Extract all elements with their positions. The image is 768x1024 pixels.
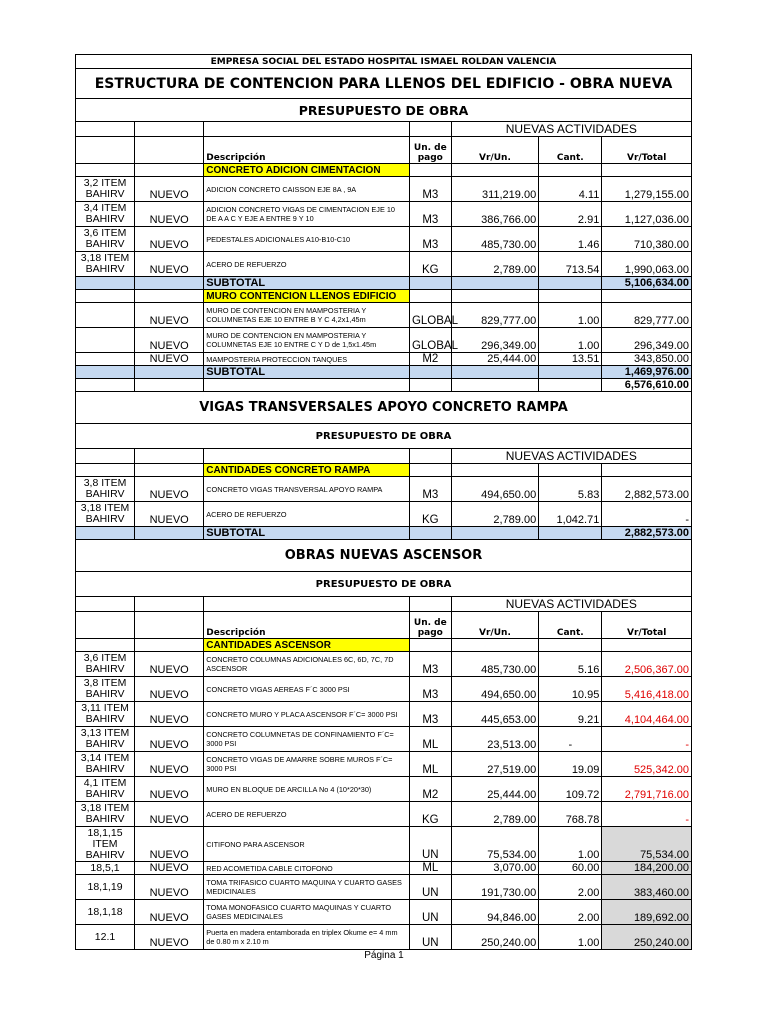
tipo-cell: NUEVO: [135, 702, 204, 727]
tipo-cell: NUEVO: [135, 777, 204, 802]
nuevas-actividades-label: NUEVAS ACTIVIDADES: [451, 122, 691, 137]
cant-cell: 1,042.71: [539, 502, 602, 527]
vrun-cell: 296,349.00: [451, 328, 539, 353]
unit-cell: UN: [409, 875, 451, 900]
table-row: [76, 303, 692, 328]
total-cell: 383,460.00: [602, 875, 692, 900]
presupuesto-title: PRESUPUESTO DE OBRA: [76, 424, 692, 449]
budget-table: [75, 54, 692, 950]
table-row: [76, 925, 692, 950]
desc-cell: CONCRETO COLUMNETAS DE CONFINAMIENTO F´C= 3000 PSI: [204, 727, 410, 752]
item-code: 4,1 ITEM BAHIRV: [76, 777, 135, 802]
subtotal-value: 2,882,573.00: [602, 527, 692, 540]
total-cell: 296,349.00: [602, 328, 692, 353]
subtotal-label: SUBTOTAL: [204, 366, 410, 379]
tipo-cell: NUEVO: [135, 827, 204, 862]
unit-cell: KG: [409, 252, 451, 277]
unit-cell: ML: [409, 727, 451, 752]
section-label: MURO CONTENCION LLENOS EDIFICIO: [204, 290, 410, 303]
item-code: 12.1: [76, 925, 135, 950]
unit-cell: M3: [409, 677, 451, 702]
table-row: [76, 702, 692, 727]
total-cell: 250,240.00: [602, 925, 692, 950]
total-cell: 525,342.00: [602, 752, 692, 777]
desc-cell: ACERO DE REFUERZO: [204, 802, 410, 827]
vrun-cell: 2,789.00: [451, 802, 539, 827]
unit-cell: UN: [409, 900, 451, 925]
total-cell: 343,850.00: [602, 353, 692, 366]
cant-cell: 13.51: [539, 353, 602, 366]
item-code: 3,18 ITEM BAHIRV: [76, 502, 135, 527]
desc-cell: MURO DE CONTENCION EN MAMPOSTERIA Y COLUMNETAS EJE 10 ENTRE C Y D de 1,5x1.45m: [204, 328, 410, 353]
desc-cell: CONCRETO MURO Y PLACA ASCENSOR F´C= 3000 PSI: [204, 702, 410, 727]
item-code: 3,6 ITEM BAHIRV: [76, 652, 135, 677]
col-header-descripcion: Descripción: [204, 612, 410, 639]
section-label: CANTIDADES CONCRETO RAMPA: [204, 464, 410, 477]
cant-cell: 9.21: [539, 702, 602, 727]
unit-cell: UN: [409, 925, 451, 950]
table-row: [76, 353, 692, 366]
item-code: 3,8 ITEM BAHIRV: [76, 477, 135, 502]
tipo-cell: NUEVO: [135, 862, 204, 875]
tipo-cell: NUEVO: [135, 925, 204, 950]
total-cell: 829,777.00: [602, 303, 692, 328]
tipo-cell: NUEVO: [135, 177, 204, 202]
unit-cell: UN: [409, 827, 451, 862]
desc-cell: ADICION CONCRETO VIGAS DE CIMENTACION EJE 10 DE A A C Y EJE A ENTRE 9 Y 10: [204, 202, 410, 227]
col-header-vrtotal: Vr/Total: [602, 137, 692, 164]
tipo-cell: NUEVO: [135, 652, 204, 677]
total-cell: 4,104,464.00: [602, 702, 692, 727]
ascensor-title: OBRAS NUEVAS ASCENSOR: [76, 540, 692, 572]
col-header-un: Un. de pago: [409, 612, 451, 639]
cant-cell: 2.00: [539, 900, 602, 925]
vrun-cell: 250,240.00: [451, 925, 539, 950]
cant-cell: 109.72: [539, 777, 602, 802]
unit-cell: ML: [409, 862, 451, 875]
desc-cell: TOMA TRIFASICO CUARTO MAQUINA Y CUARTO GASES MEDICINALES: [204, 875, 410, 900]
col-header-vrun: Vr/Un.: [451, 612, 539, 639]
tipo-cell: NUEVO: [135, 252, 204, 277]
cant-cell: 60.00: [539, 862, 602, 875]
desc-cell: MAMPOSTERIA PROTECCION TANQUES: [204, 353, 410, 366]
desc-cell: CONCRETO VIGAS AEREAS F´C 3000 PSI: [204, 677, 410, 702]
item-code: 3,13 ITEM BAHIRV: [76, 727, 135, 752]
vrun-cell: 485,730.00: [451, 227, 539, 252]
table-row: [76, 328, 692, 353]
table-row: [76, 900, 692, 925]
vrun-cell: 23,513.00: [451, 727, 539, 752]
total-cell: 1,990,063.00: [602, 252, 692, 277]
desc-cell: ACERO DE REFUERZO: [204, 502, 410, 527]
vrun-cell: 2,789.00: [451, 502, 539, 527]
table-row: [76, 677, 692, 702]
table-row: [76, 502, 692, 527]
tipo-cell: NUEVO: [135, 502, 204, 527]
desc-cell: CONCRETO COLUMNAS ADICIONALES 6C, 6D, 7C, 7D ASCENSOR: [204, 652, 410, 677]
total-cell: 75,534.00: [602, 827, 692, 862]
desc-cell: ADICION CONCRETO CAISSON EJE 8A , 9A: [204, 177, 410, 202]
desc-cell: CONCRETO VIGAS DE AMARRE SOBRE MUROS F´C= 3000 PSI: [204, 752, 410, 777]
cant-cell: 768.78: [539, 802, 602, 827]
tipo-cell: NUEVO: [135, 477, 204, 502]
presupuesto-title: PRESUPUESTO DE OBRA: [76, 572, 692, 597]
tipo-cell: NUEVO: [135, 802, 204, 827]
vrun-cell: 75,534.00: [451, 827, 539, 862]
cant-cell: 10.95: [539, 677, 602, 702]
desc-cell: MURO EN BLOQUE DE ARCILLA No 4 (10*20*30): [204, 777, 410, 802]
tipo-cell: NUEVO: [135, 752, 204, 777]
table-row: [76, 777, 692, 802]
desc-cell: TOMA MONOFASICO CUARTO MAQUINAS Y CUARTO GASES MEDICINALES: [204, 900, 410, 925]
item-code: 3,4 ITEM BAHIRV: [76, 202, 135, 227]
cant-cell: 1.46: [539, 227, 602, 252]
tipo-cell: NUEVO: [135, 328, 204, 353]
item-code: 3,8 ITEM BAHIRV: [76, 677, 135, 702]
tipo-cell: NUEVO: [135, 303, 204, 328]
total-cell: 184,200.00: [602, 862, 692, 875]
total-cell: 2,506,367.00: [602, 652, 692, 677]
table-row: [76, 477, 692, 502]
unit-cell: ML: [409, 752, 451, 777]
cant-cell: 19.09: [539, 752, 602, 777]
table-row: [76, 177, 692, 202]
vrun-cell: 494,650.00: [451, 477, 539, 502]
item-code: 18,1,19: [76, 875, 135, 900]
budget-sheet: [75, 54, 692, 950]
table-row: [76, 862, 692, 875]
unit-cell: M3: [409, 477, 451, 502]
unit-cell: M2: [409, 353, 451, 366]
cant-cell: 2.91: [539, 202, 602, 227]
cant-cell: 1.00: [539, 827, 602, 862]
total-cell: 710,380.00: [602, 227, 692, 252]
vrun-cell: 27,519.00: [451, 752, 539, 777]
item-code: 3,14 ITEM BAHIRV: [76, 752, 135, 777]
unit-cell: GLOBAL: [409, 328, 451, 353]
item-code: 18,1,15 ITEM BAHIRV: [76, 827, 135, 862]
cant-cell: 2.00: [539, 875, 602, 900]
table-row: [76, 875, 692, 900]
cant-cell: 1.00: [539, 328, 602, 353]
vrun-cell: 94,846.00: [451, 900, 539, 925]
item-code: 3,2 ITEM BAHIRV: [76, 177, 135, 202]
table-row: [76, 752, 692, 777]
subtotal-value: 5,106,634.00: [602, 277, 692, 290]
subtotal-label: SUBTOTAL: [204, 277, 410, 290]
total-cell: 2,791,716.00: [602, 777, 692, 802]
tipo-cell: NUEVO: [135, 900, 204, 925]
item-code: 3,18 ITEM BAHIRV: [76, 252, 135, 277]
unit-cell: M3: [409, 177, 451, 202]
desc-cell: Puerta en madera entamborada en triplex Okume e= 4 mm de 0.80 m x 2.10 m: [204, 925, 410, 950]
total-cell: 1,127,036.00: [602, 202, 692, 227]
table-row: [76, 652, 692, 677]
item-code: 18,5,1: [76, 862, 135, 875]
unit-cell: M3: [409, 202, 451, 227]
cant-cell: 1.00: [539, 303, 602, 328]
table-row: [76, 202, 692, 227]
grand-total-value: 6,576,610.00: [602, 379, 692, 392]
col-header-cant: Cant.: [539, 612, 602, 639]
col-header-cant: Cant.: [539, 137, 602, 164]
total-cell: 5,416,418.00: [602, 677, 692, 702]
vrun-cell: 445,653.00: [451, 702, 539, 727]
tipo-cell: NUEVO: [135, 677, 204, 702]
unit-cell: KG: [409, 502, 451, 527]
cant-cell: 5.83: [539, 477, 602, 502]
tipo-cell: NUEVO: [135, 875, 204, 900]
vrun-cell: 3,070.00: [451, 862, 539, 875]
unit-cell: M3: [409, 652, 451, 677]
nuevas-actividades-label: NUEVAS ACTIVIDADES: [451, 449, 691, 464]
vrun-cell: 386,766.00: [451, 202, 539, 227]
col-header-vrun: Vr/Un.: [451, 137, 539, 164]
col-header-descripcion: Descripción: [204, 137, 410, 164]
desc-cell: ACERO DE REFUERZO: [204, 252, 410, 277]
desc-cell: RED ACOMETIDA CABLE CITOFONO: [204, 862, 410, 875]
vigas-title: VIGAS TRANSVERSALES APOYO CONCRETO RAMPA: [76, 392, 692, 424]
col-header-un: Un. de pago: [409, 137, 451, 164]
tipo-cell: NUEVO: [135, 202, 204, 227]
total-cell: -: [602, 802, 692, 827]
desc-cell: CONCRETO VIGAS TRANSVERSAL APOYO RAMPA: [204, 477, 410, 502]
item-code: 18,1,18: [76, 900, 135, 925]
unit-cell: KG: [409, 802, 451, 827]
unit-cell: M2: [409, 777, 451, 802]
cant-cell: 713.54: [539, 252, 602, 277]
table-row: [76, 227, 692, 252]
desc-cell: PEDESTALES ADICIONALES A10-B10-C10: [204, 227, 410, 252]
subtotal-label: SUBTOTAL: [204, 527, 410, 540]
cant-cell: 5.16: [539, 652, 602, 677]
presupuesto-title: PRESUPUESTO DE OBRA: [76, 99, 692, 122]
section-label: CANTIDADES ASCENSOR: [204, 639, 410, 652]
total-cell: 1,279,155.00: [602, 177, 692, 202]
vrun-cell: 25,444.00: [451, 353, 539, 366]
cant-cell: -: [539, 727, 602, 752]
company-name: EMPRESA SOCIAL DEL ESTADO HOSPITAL ISMAEL ROLDAN VALENCIA: [76, 55, 692, 69]
total-cell: 2,882,573.00: [602, 477, 692, 502]
subtotal-value: 1,469,976.00: [602, 366, 692, 379]
item-code: 3,6 ITEM BAHIRV: [76, 227, 135, 252]
vrun-cell: 829,777.00: [451, 303, 539, 328]
section-label: CONCRETO ADICION CIMENTACION: [204, 164, 410, 177]
unit-cell: M3: [409, 702, 451, 727]
page-number: Página 1: [364, 950, 404, 961]
table-row: [76, 827, 692, 862]
vrun-cell: 485,730.00: [451, 652, 539, 677]
main-title: ESTRUCTURA DE CONTENCION PARA LLENOS DEL EDIFICIO - OBRA NUEVA: [76, 69, 692, 99]
desc-cell: CITIFONO PARA ASCENSOR: [204, 827, 410, 862]
total-cell: -: [602, 502, 692, 527]
tipo-cell: NUEVO: [135, 727, 204, 752]
cant-cell: 1.00: [539, 925, 602, 950]
nuevas-actividades-label: NUEVAS ACTIVIDADES: [451, 597, 691, 612]
table-row: [76, 727, 692, 752]
table-row: [76, 252, 692, 277]
item-code: 3,18 ITEM BAHIRV: [76, 802, 135, 827]
total-cell: 189,692.00: [602, 900, 692, 925]
col-header-vrtotal: Vr/Total: [602, 612, 692, 639]
vrun-cell: 311,219.00: [451, 177, 539, 202]
desc-cell: MURO DE CONTENCION EN MAMPOSTERIA Y COLUMNETAS EJE 10 ENTRE B Y C 4,2x1,45m: [204, 303, 410, 328]
unit-cell: GLOBAL: [409, 303, 451, 328]
tipo-cell: NUEVO: [135, 227, 204, 252]
total-cell: -: [602, 727, 692, 752]
cant-cell: 4.11: [539, 177, 602, 202]
item-code: 3,11 ITEM BAHIRV: [76, 702, 135, 727]
vrun-cell: 494,650.00: [451, 677, 539, 702]
tipo-cell: NUEVO: [135, 353, 204, 366]
unit-cell: M3: [409, 227, 451, 252]
table-row: [76, 802, 692, 827]
vrun-cell: 2,789.00: [451, 252, 539, 277]
vrun-cell: 25,444.00: [451, 777, 539, 802]
vrun-cell: 191,730.00: [451, 875, 539, 900]
